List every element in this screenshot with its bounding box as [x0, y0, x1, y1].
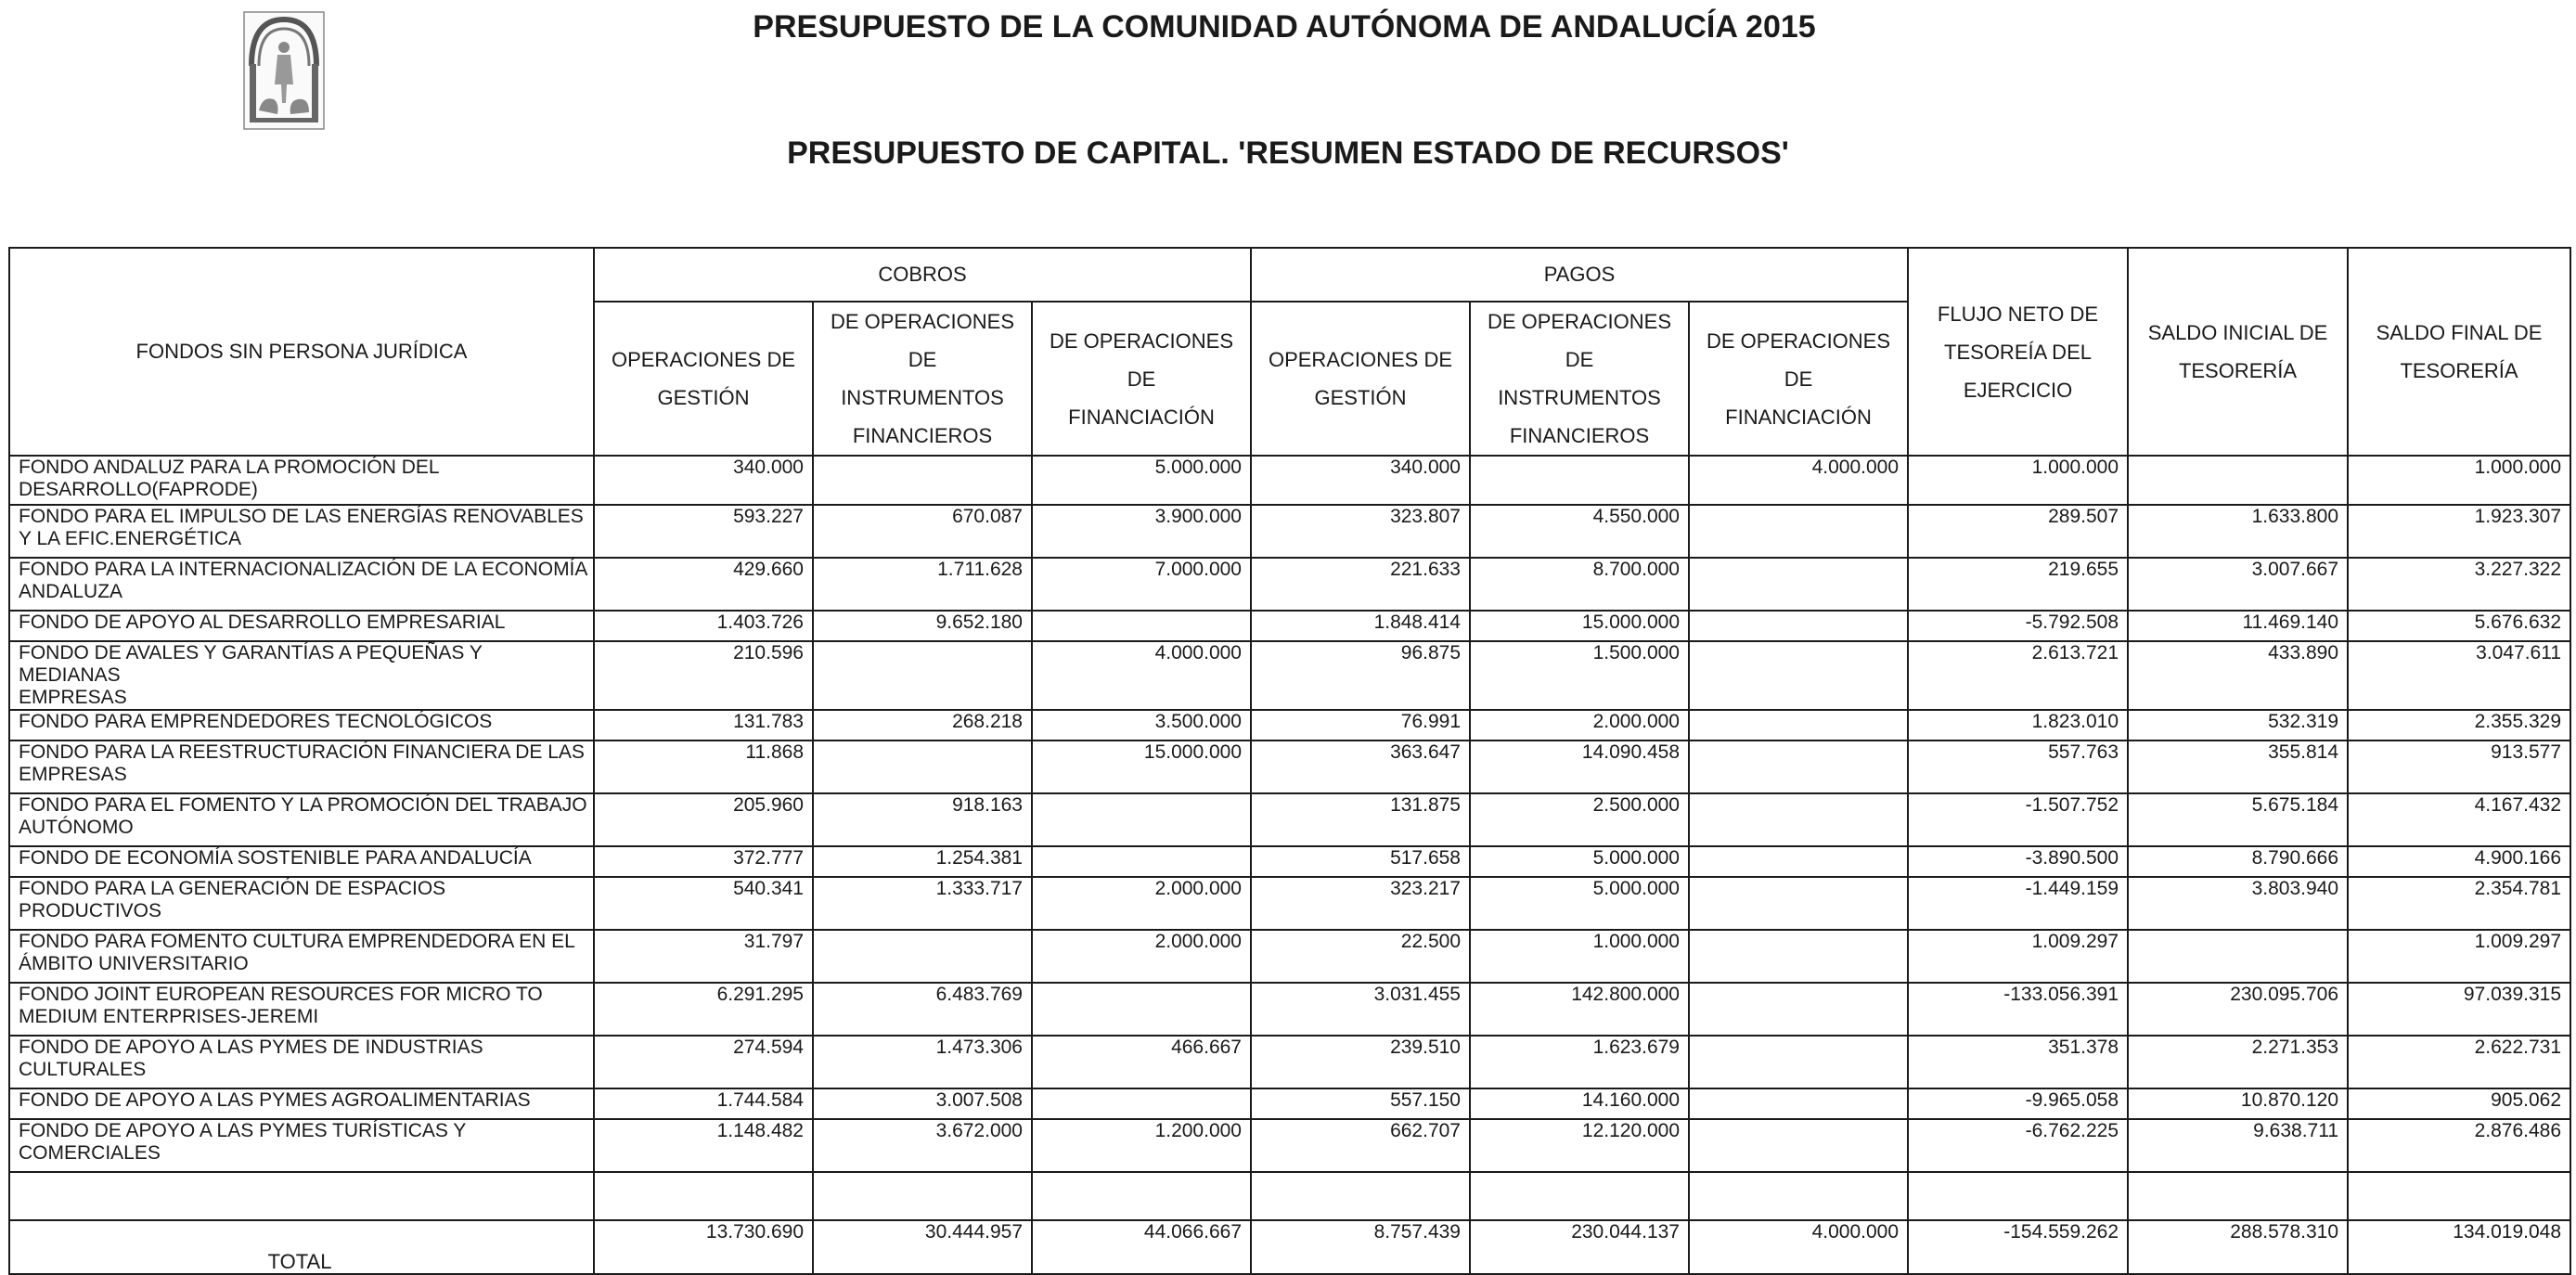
value-cell	[813, 741, 1032, 793]
value-cell: 205.960	[594, 793, 813, 846]
column-header-line: TESORERÍA	[2178, 359, 2298, 382]
value-cell: 4.550.000	[1470, 505, 1689, 558]
value-cell: 323.217	[1251, 877, 1470, 930]
total-label: TOTAL	[9, 1220, 594, 1274]
total-value-cell: 288.578.310	[2128, 1220, 2348, 1274]
table-row	[9, 983, 2570, 1036]
value-cell: 6.483.769	[813, 983, 1032, 1036]
value-cell: 1.333.717	[813, 877, 1032, 930]
value-cell: 1.711.628	[813, 558, 1032, 611]
table-row	[9, 1036, 2570, 1088]
column-header-line: FLUJO NETO DE	[1937, 302, 2099, 326]
value-cell: 3.007.508	[813, 1088, 1032, 1119]
value-cell: 3.031.455	[1251, 983, 1470, 1036]
spacer-cell	[2128, 1172, 2348, 1220]
table-row	[9, 741, 2570, 793]
value-cell: 3.500.000	[1032, 710, 1251, 741]
spacer-cell	[1032, 1172, 1251, 1220]
fund-name-line: FONDO PARA FOMENTO CULTURA EMPRENDEDORA EN EL	[19, 931, 575, 952]
spacer-row	[9, 1172, 2570, 1220]
value-cell: 1.148.482	[594, 1119, 813, 1172]
fund-name-cell	[9, 641, 594, 710]
capital-budget-table	[8, 247, 2571, 1275]
fund-name-line: FONDO DE APOYO A LAS PYMES DE INDUSTRIAS	[19, 1037, 483, 1058]
value-cell: 96.875	[1251, 641, 1470, 710]
value-cell: 1.403.726	[594, 611, 813, 641]
column-header-line: SALDO FINAL DE	[2376, 321, 2543, 344]
value-cell: 429.660	[594, 558, 813, 611]
fund-name-cell	[9, 456, 594, 505]
fund-column-header: FONDOS SIN PERSONA JURÍDICA	[9, 248, 594, 456]
value-cell	[1032, 983, 1251, 1036]
cobros-financiacion-header	[1032, 302, 1251, 456]
value-cell: 918.163	[813, 793, 1032, 846]
column-header-line: OPERACIONES DE	[611, 348, 796, 371]
fund-name-cell	[9, 505, 594, 558]
value-cell: 131.783	[594, 710, 813, 741]
pagos-financiacion-header	[1689, 302, 1908, 456]
value-cell: 210.596	[594, 641, 813, 710]
fund-name-line: FONDO DE APOYO A LAS PYMES TURÍSTICAS Y	[19, 1120, 467, 1141]
value-cell: 5.676.632	[2348, 611, 2570, 641]
value-cell: -6.762.225	[1908, 1119, 2128, 1172]
table-row	[9, 611, 2570, 641]
pagos-gestion-header	[1251, 302, 1470, 456]
column-header-line: FINANCIACIÓN	[1068, 405, 1215, 429]
value-cell: 2.000.000	[1032, 877, 1251, 930]
total-value-cell: 30.444.957	[813, 1220, 1032, 1274]
fund-name-line: COMERCIALES	[19, 1142, 161, 1164]
value-cell: 289.507	[1908, 505, 2128, 558]
value-cell: 268.218	[813, 710, 1032, 741]
spacer-cell	[813, 1172, 1032, 1220]
fund-name-cell	[9, 983, 594, 1036]
value-cell: 1.848.414	[1251, 611, 1470, 641]
value-cell: 2.876.486	[2348, 1119, 2570, 1172]
fund-name-cell	[9, 1119, 594, 1172]
value-cell: 905.062	[2348, 1088, 2570, 1119]
fund-name-line: FONDO ANDALUZ PARA LA PROMOCIÓN DEL	[19, 457, 440, 478]
value-cell: 2.500.000	[1470, 793, 1689, 846]
fund-name-cell	[9, 846, 594, 877]
fund-name-line: FONDO DE APOYO A LAS PYMES AGROALIMENTARIAS	[19, 1089, 531, 1111]
value-cell: 913.577	[2348, 741, 2570, 793]
column-header-line: SALDO INICIAL DE	[2147, 321, 2328, 344]
fund-name-line: PRODUCTIVOS	[19, 900, 162, 921]
value-cell: 3.803.940	[2128, 877, 2348, 930]
saldo-final-header	[2348, 248, 2570, 456]
value-cell: 433.890	[2128, 641, 2348, 710]
value-cell: 7.000.000	[1032, 558, 1251, 611]
spacer-cell	[2348, 1172, 2570, 1220]
value-cell: 2.613.721	[1908, 641, 2128, 710]
value-cell: 6.291.295	[594, 983, 813, 1036]
value-cell: 662.707	[1251, 1119, 1470, 1172]
fund-name-cell	[9, 710, 594, 741]
table-row	[9, 558, 2570, 611]
fund-name-line: FONDO PARA LA REESTRUCTURACIÓN FINANCIERA DE LAS	[19, 741, 585, 763]
total-value-cell: 4.000.000	[1689, 1220, 1908, 1274]
column-header-line: DE OPERACIONES DE	[1487, 310, 1672, 371]
fund-name-cell	[9, 558, 594, 611]
value-cell: 4.000.000	[1689, 456, 1908, 505]
fund-name-line: FONDO PARA EL IMPULSO DE LAS ENERGÍAS RENOVABLES	[19, 506, 584, 527]
value-cell: 131.875	[1251, 793, 1470, 846]
value-cell: 15.000.000	[1032, 741, 1251, 793]
value-cell: 2.000.000	[1470, 710, 1689, 741]
value-cell: 351.378	[1908, 1036, 2128, 1088]
value-cell: 1.009.297	[1908, 930, 2128, 983]
value-cell: 340.000	[1251, 456, 1470, 505]
fund-name-line: FONDO JOINT EUROPEAN RESOURCES FOR MICRO TO	[19, 984, 543, 1005]
spacer-cell	[9, 1172, 594, 1220]
value-cell: 593.227	[594, 505, 813, 558]
fund-name-line: FONDO PARA LA INTERNACIONALIZACIÓN DE LA ECONOMÍA	[19, 559, 588, 580]
column-header-line: GESTIÓN	[657, 386, 750, 409]
cobros-instrumentos-header	[813, 302, 1032, 456]
value-cell: 3.900.000	[1032, 505, 1251, 558]
value-cell: 517.658	[1251, 846, 1470, 877]
value-cell: -1.507.752	[1908, 793, 2128, 846]
table-row	[9, 1119, 2570, 1172]
fund-name-line: EMPRESAS	[19, 687, 127, 708]
value-cell: 14.160.000	[1470, 1088, 1689, 1119]
value-cell	[1689, 611, 1908, 641]
value-cell: 670.087	[813, 505, 1032, 558]
spacer-cell	[1470, 1172, 1689, 1220]
value-cell: 31.797	[594, 930, 813, 983]
value-cell: -1.449.159	[1908, 877, 2128, 930]
value-cell	[1689, 930, 1908, 983]
value-cell: 22.500	[1251, 930, 1470, 983]
value-cell: 557.763	[1908, 741, 2128, 793]
column-header-line: INSTRUMENTOS	[1498, 386, 1661, 409]
value-cell	[2128, 456, 2348, 505]
pagos-group-header: PAGOS	[1251, 248, 1908, 302]
value-cell: 340.000	[594, 456, 813, 505]
value-cell: 10.870.120	[2128, 1088, 2348, 1119]
value-cell	[1689, 793, 1908, 846]
value-cell	[1689, 641, 1908, 710]
value-cell: 1.633.800	[2128, 505, 2348, 558]
spacer-cell	[1908, 1172, 2128, 1220]
cobros-group-header: COBROS	[594, 248, 1251, 302]
value-cell	[1689, 710, 1908, 741]
column-header-line: TESORERÍA	[2400, 359, 2518, 382]
value-cell: 142.800.000	[1470, 983, 1689, 1036]
fund-name-cell	[9, 930, 594, 983]
fund-name-line: CULTURALES	[19, 1059, 147, 1080]
value-cell	[1032, 846, 1251, 877]
value-cell: 15.000.000	[1470, 611, 1689, 641]
value-cell	[1689, 741, 1908, 793]
value-cell	[813, 641, 1032, 710]
value-cell: 2.000.000	[1032, 930, 1251, 983]
fund-name-line: MEDIUM ENTERPRISES-JEREMI	[19, 1006, 319, 1027]
fund-name-cell	[9, 877, 594, 930]
value-cell: 12.120.000	[1470, 1119, 1689, 1172]
fund-name-line: DESARROLLO(FAPRODE)	[19, 479, 258, 500]
value-cell: 14.090.458	[1470, 741, 1689, 793]
table-row	[9, 1088, 2570, 1119]
value-cell: 540.341	[594, 877, 813, 930]
value-cell: 1.923.307	[2348, 505, 2570, 558]
value-cell: 323.807	[1251, 505, 1470, 558]
pagos-instrumentos-header	[1470, 302, 1689, 456]
fund-name-line: FONDO DE APOYO AL DESARROLLO EMPRESARIAL	[19, 612, 506, 633]
value-cell: 1.823.010	[1908, 710, 2128, 741]
fund-name-line: EMPRESAS	[19, 764, 127, 785]
page-title: PRESUPUESTO DE LA COMUNIDAD AUTÓNOMA DE ANDALUCÍA 2015	[753, 9, 1816, 45]
value-cell: 3.007.667	[2128, 558, 2348, 611]
table-row	[9, 641, 2570, 710]
value-cell: 355.814	[2128, 741, 2348, 793]
column-header-line: INSTRUMENTOS	[841, 386, 1004, 409]
value-cell: 3.047.611	[2348, 641, 2570, 710]
value-cell: 466.667	[1032, 1036, 1251, 1088]
table-row	[9, 710, 2570, 741]
value-cell: 1.500.000	[1470, 641, 1689, 710]
value-cell: 2.354.781	[2348, 877, 2570, 930]
value-cell: 1.000.000	[1908, 456, 2128, 505]
value-cell	[813, 930, 1032, 983]
value-cell	[1032, 793, 1251, 846]
total-row	[9, 1220, 2570, 1274]
value-cell: 5.000.000	[1470, 846, 1689, 877]
value-cell: -3.890.500	[1908, 846, 2128, 877]
column-header-line: OPERACIONES DE	[1268, 348, 1453, 371]
page-subtitle: PRESUPUESTO DE CAPITAL. 'RESUMEN ESTADO DE RECURSOS'	[787, 135, 1789, 171]
column-header-line: FINANCIEROS	[852, 424, 993, 447]
flujo-neto-header	[1908, 248, 2128, 456]
table-row	[9, 505, 2570, 558]
value-cell: 1.744.584	[594, 1088, 813, 1119]
fund-name-line: AUTÓNOMO	[19, 817, 134, 838]
value-cell: 8.700.000	[1470, 558, 1689, 611]
table-row	[9, 456, 2570, 505]
column-header-line: DE OPERACIONES DE	[1049, 328, 1234, 391]
value-cell: 2.622.731	[2348, 1036, 2570, 1088]
fund-name-cell	[9, 1088, 594, 1119]
fund-name-line: FONDO PARA LA GENERACIÓN DE ESPACIOS	[19, 878, 446, 899]
value-cell: 76.991	[1251, 710, 1470, 741]
total-value-cell: -154.559.262	[1908, 1220, 2128, 1274]
total-value-cell: 44.066.667	[1032, 1220, 1251, 1274]
fund-name-line: FONDO DE ECONOMÍA SOSTENIBLE PARA ANDALUCÍA	[19, 847, 532, 869]
value-cell	[1689, 846, 1908, 877]
value-cell	[1689, 1036, 1908, 1088]
column-header-line: FINANCIACIÓN	[1725, 405, 1872, 429]
column-header-line: DE OPERACIONES DE	[830, 310, 1015, 371]
value-cell: 274.594	[594, 1036, 813, 1088]
total-value-cell: 230.044.137	[1470, 1220, 1689, 1274]
column-header-line: EJERCICIO	[1963, 378, 2073, 402]
fund-name-line: FONDO DE AVALES Y GARANTÍAS A PEQUEÑAS Y MEDIANAS	[19, 642, 483, 686]
value-cell	[2128, 930, 2348, 983]
value-cell	[1689, 505, 1908, 558]
value-cell: 221.633	[1251, 558, 1470, 611]
fund-name-line: FONDO PARA EL FOMENTO Y LA PROMOCIÓN DEL TRABAJO	[19, 794, 587, 816]
value-cell: 372.777	[594, 846, 813, 877]
total-value-cell: 8.757.439	[1251, 1220, 1470, 1274]
fund-name-line: ÁMBITO UNIVERSITARIO	[19, 953, 249, 974]
value-cell: 1.009.297	[2348, 930, 2570, 983]
saldo-inicial-header	[2128, 248, 2348, 456]
column-header-line: GESTIÓN	[1314, 386, 1407, 409]
value-cell: 5.000.000	[1470, 877, 1689, 930]
value-cell: 532.319	[2128, 710, 2348, 741]
value-cell	[1032, 1088, 1251, 1119]
table-row	[9, 930, 2570, 983]
total-value-cell: 13.730.690	[594, 1220, 813, 1274]
value-cell: 9.652.180	[813, 611, 1032, 641]
value-cell: 97.039.315	[2348, 983, 2570, 1036]
table-row	[9, 877, 2570, 930]
value-cell	[1689, 1119, 1908, 1172]
value-cell: 557.150	[1251, 1088, 1470, 1119]
value-cell	[1689, 983, 1908, 1036]
value-cell: 1.000.000	[2348, 456, 2570, 505]
fund-name-line: FONDO PARA EMPRENDEDORES TECNOLÓGICOS	[19, 711, 493, 732]
column-header-line: TESOREÍA DEL	[1944, 340, 2092, 364]
value-cell: 11.469.140	[2128, 611, 2348, 641]
value-cell: 363.647	[1251, 741, 1470, 793]
column-header-line: DE OPERACIONES DE	[1706, 328, 1891, 391]
value-cell: 1.000.000	[1470, 930, 1689, 983]
value-cell: 1.200.000	[1032, 1119, 1251, 1172]
fund-name-line: ANDALUZA	[19, 581, 123, 602]
value-cell	[1689, 1088, 1908, 1119]
value-cell: 2.355.329	[2348, 710, 2570, 741]
value-cell: 219.655	[1908, 558, 2128, 611]
value-cell: -5.792.508	[1908, 611, 2128, 641]
value-cell: 5.000.000	[1032, 456, 1251, 505]
value-cell: 1.473.306	[813, 1036, 1032, 1088]
spacer-cell	[594, 1172, 813, 1220]
value-cell: 11.868	[594, 741, 813, 793]
value-cell: 4.000.000	[1032, 641, 1251, 710]
fund-name-cell	[9, 793, 594, 846]
value-cell	[1470, 456, 1689, 505]
value-cell: 239.510	[1251, 1036, 1470, 1088]
value-cell	[1689, 877, 1908, 930]
spacer-cell	[1689, 1172, 1908, 1220]
column-header-line: FINANCIEROS	[1509, 424, 1650, 447]
value-cell: 3.227.322	[2348, 558, 2570, 611]
value-cell: 8.790.666	[2128, 846, 2348, 877]
cobros-gestion-header	[594, 302, 813, 456]
value-cell: 230.095.706	[2128, 983, 2348, 1036]
fund-name-line: Y LA EFIC.ENERGÉTICA	[19, 528, 242, 549]
table-row	[9, 793, 2570, 846]
value-cell: -133.056.391	[1908, 983, 2128, 1036]
fund-name-cell	[9, 611, 594, 641]
table-row	[9, 846, 2570, 877]
total-value-cell: 134.019.048	[2348, 1220, 2570, 1274]
value-cell: -9.965.058	[1908, 1088, 2128, 1119]
value-cell: 9.638.711	[2128, 1119, 2348, 1172]
value-cell	[1032, 611, 1251, 641]
value-cell: 4.900.166	[2348, 846, 2570, 877]
value-cell: 1.623.679	[1470, 1036, 1689, 1088]
value-cell	[813, 456, 1032, 505]
value-cell	[1689, 558, 1908, 611]
value-cell: 5.675.184	[2128, 793, 2348, 846]
fund-name-cell	[9, 1036, 594, 1088]
value-cell: 4.167.432	[2348, 793, 2570, 846]
value-cell: 2.271.353	[2128, 1036, 2348, 1088]
spacer-cell	[1251, 1172, 1470, 1220]
value-cell: 3.672.000	[813, 1119, 1032, 1172]
fund-name-cell	[9, 741, 594, 793]
value-cell: 1.254.381	[813, 846, 1032, 877]
